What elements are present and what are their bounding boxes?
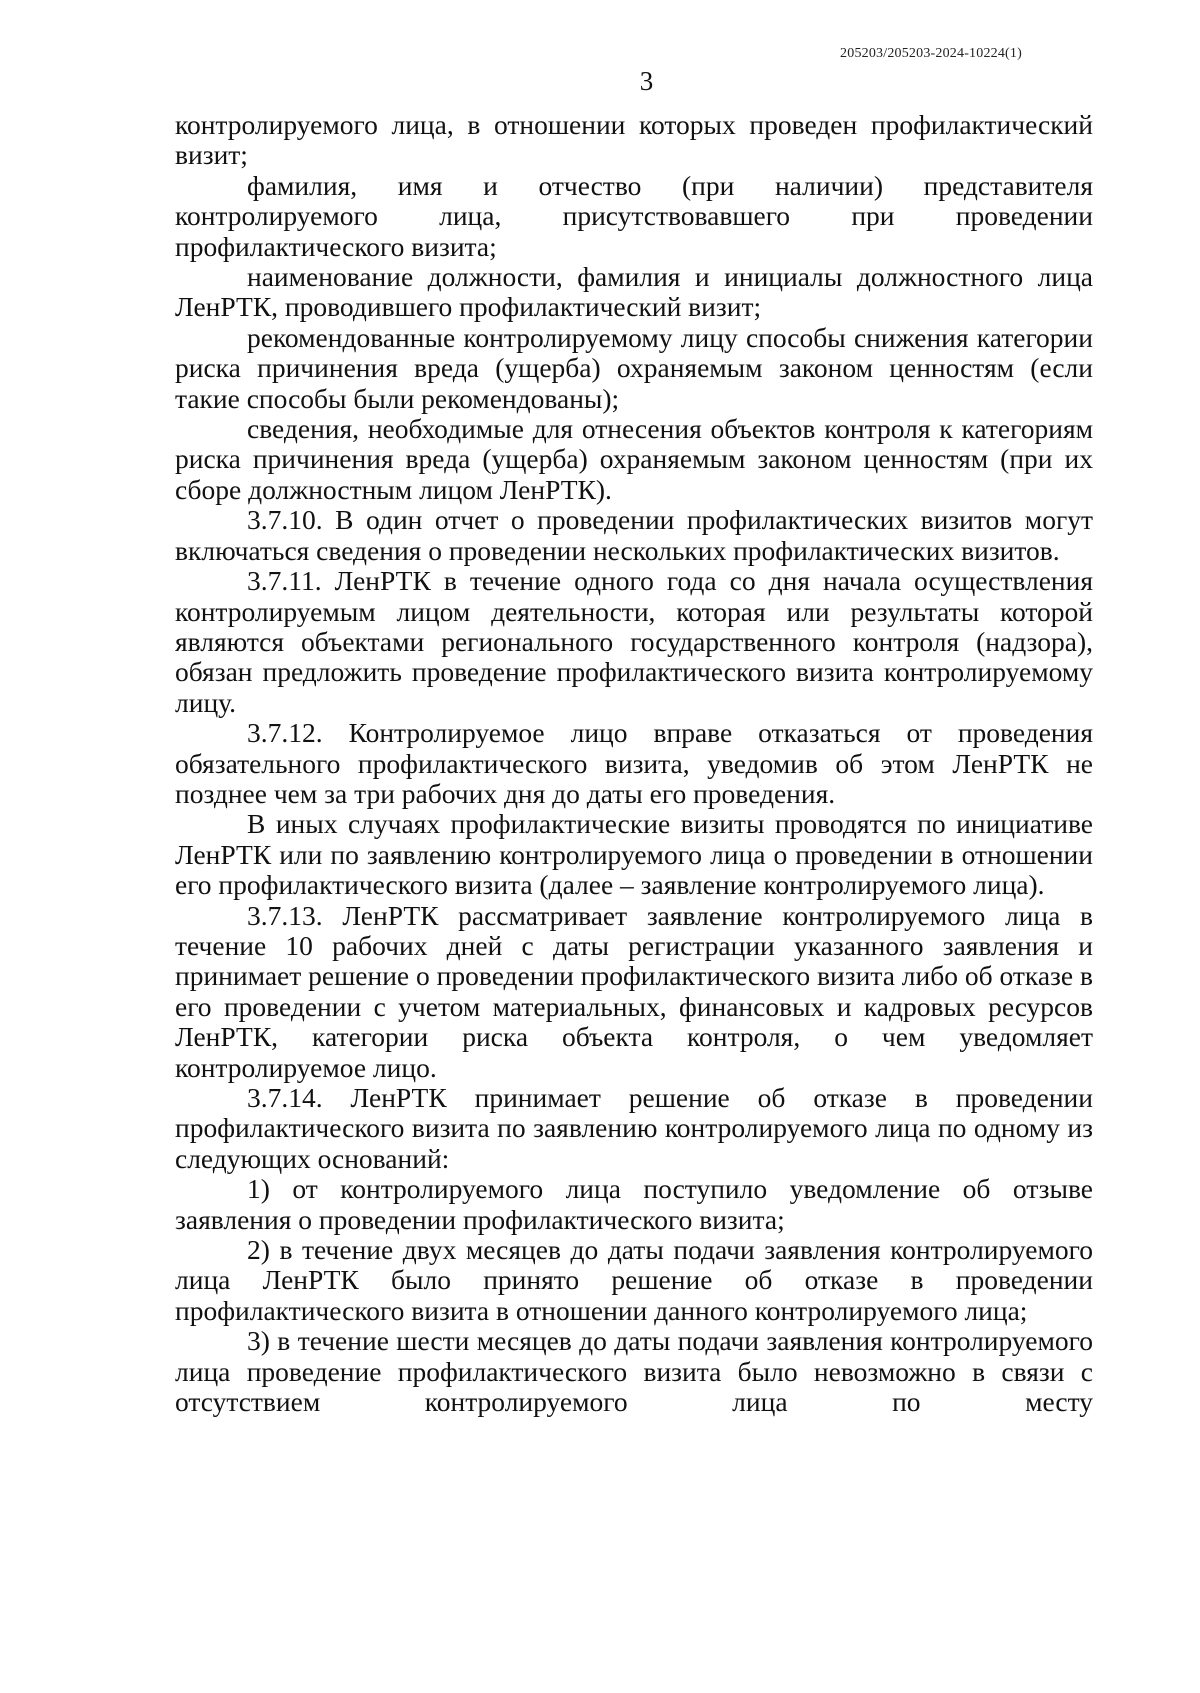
ground-1: 1) от контролируемого лица поступило уведомление об отзыве заявления о проведении профилактического визита; (175, 1173, 1093, 1235)
clause-3-7-12-other-cases: В иных случаях профилактические визиты проводятся по инициативе ЛенРТК или по заявлению контролируемого лица о проведении в отношении его профилактического визита (далее – заявление контролируемого лица). (175, 808, 1093, 901)
page-number: 3 (639, 66, 654, 96)
list-item-risk-category-info: сведения, необходимые для отнесения объектов контроля к категориям риска причинения вреда (ущерба) охраняемым законом ценностям (при их сборе должностным лицом ЛенРТК). (175, 413, 1093, 505)
clause-3-7-12: 3.7.12. Контролируемое лицо вправе отказаться от проведения обязательного профилактического визита, уведомив об этом ЛенРТК не позднее чем за три рабочих дня до даты его проведения. (175, 717, 1093, 809)
list-item-official-name: наименование должности, фамилия и инициалы должностного лица ЛенРТК, проводившего профилактический визит; (175, 261, 1093, 323)
document-id: 205203/205203-2024-10224(1) (840, 46, 1022, 61)
clause-3-7-10: 3.7.10. В один отчет о проведении профилактических визитов могут включаться сведения о проведении нескольких профилактических визитов. (175, 504, 1093, 566)
list-item-representative-name: фамилия, имя и отчество (при наличии) представителя контролируемого лица, присутствовавшего при проведении профилактического визита; (175, 169, 1093, 262)
clause-3-7-13: 3.7.13. ЛенРТК рассматривает заявление контролируемого лица в течение 10 рабочих дней с даты регистрации указанного заявления и принимает решение о проведении профилактического визита либо об отказе в его проведении с учетом материальных, финансовых и кадровых ресурсов ЛенРТК, категории риска объекта контроля, о чем уведомляет контролируемое лицо. (175, 899, 1093, 1083)
body-text (175, 110, 1093, 1417)
ground-3: 3) в течение шести месяцев до даты подачи заявления контролируемого лица проведение профилактического визита было невозможно в связи с отсутствием контролируемого лица по месту (175, 1325, 1093, 1418)
list-item-recommended-methods: рекомендованные контролируемому лицу способы снижения категории риска причинения вреда (ущерба) охраняемым законом ценностям (если такие способы были рекомендованы); (175, 321, 1093, 414)
paragraph-continuation: контролируемого лица, в отношении которых проведен профилактический визит; (175, 109, 1093, 171)
ground-2: 2) в течение двух месяцев до даты подачи заявления контролируемого лица ЛенРТК было принято решение об отказе в проведении профилактического визита в отношении данного контролируемого лица; (175, 1234, 1093, 1326)
clause-3-7-11: 3.7.11. ЛенРТК в течение одного года со дня начала осуществления контролируемым лицом деятельности, которая или результаты которой являются объектами регионального государственного контроля (надзора), обязан предложить проведение профилактического визита контролируемому лицу. (175, 565, 1093, 718)
clause-3-7-14: 3.7.14. ЛенРТК принимает решение об отказе в проведении профилактического визита по заявлению контролируемого лица по одному из следующих оснований: (175, 1082, 1093, 1174)
